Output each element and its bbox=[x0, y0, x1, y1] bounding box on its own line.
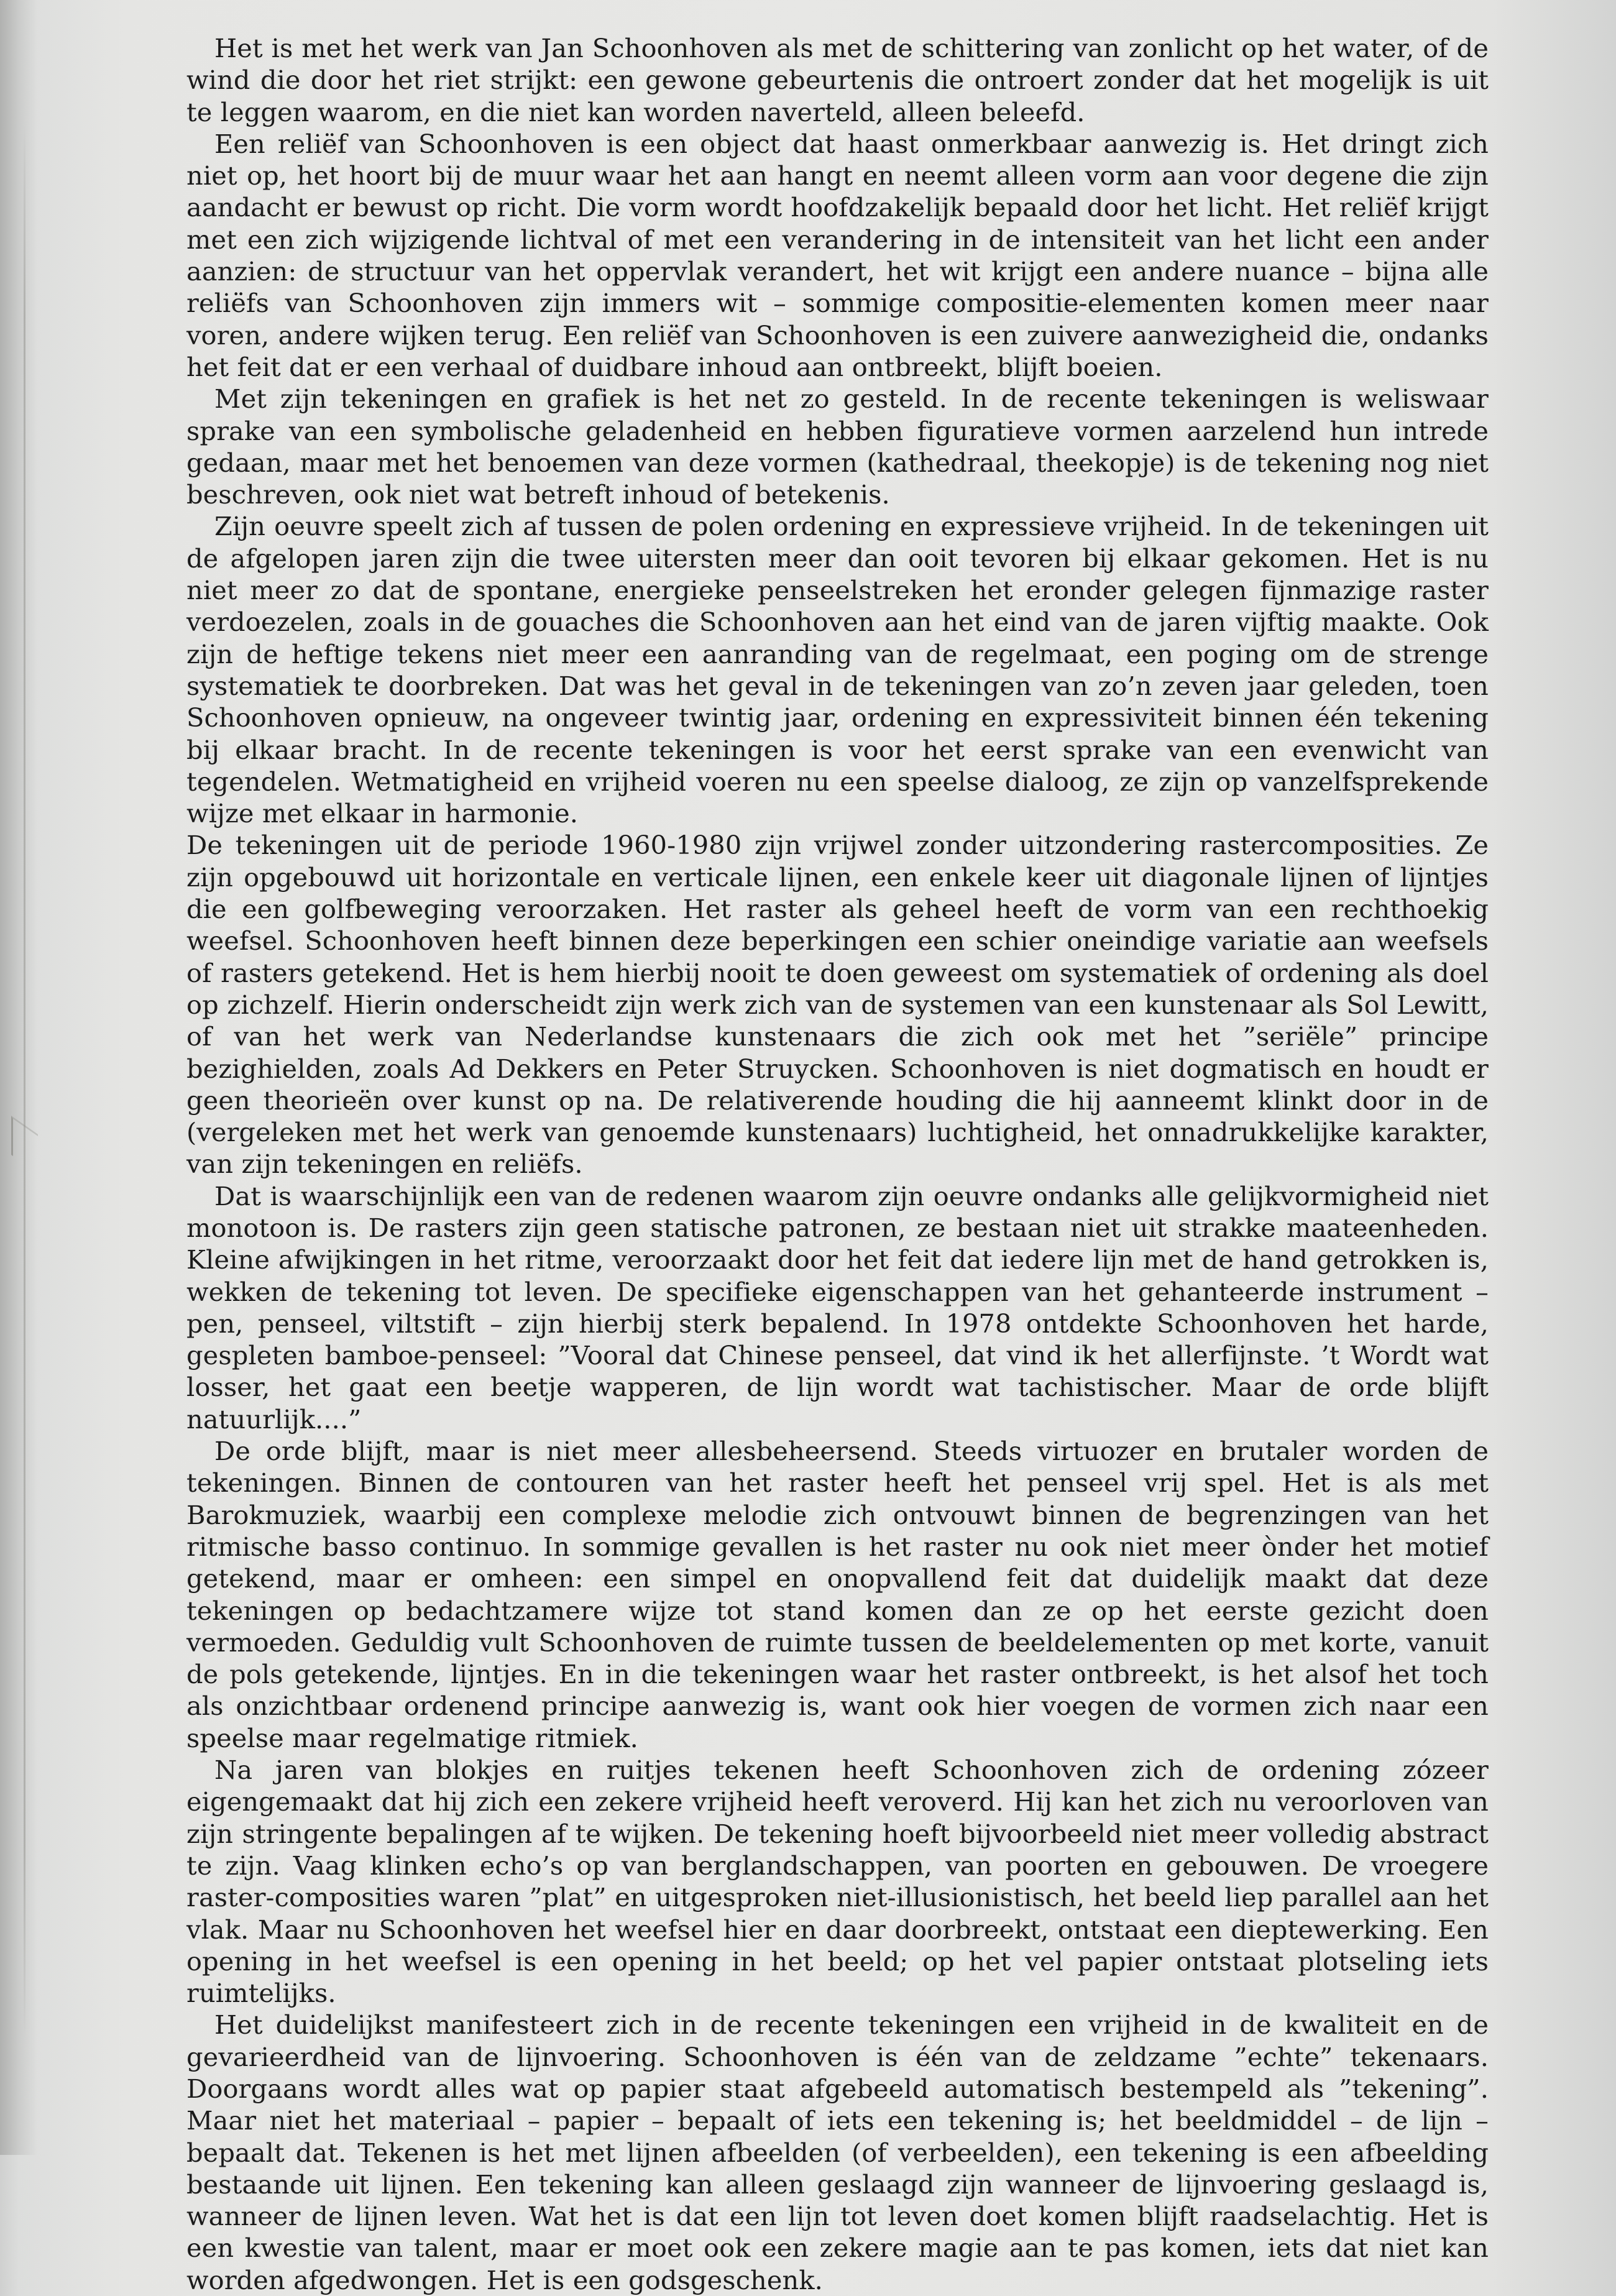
paragraph-7: De orde blijft, maar is niet meer allesbeheersend. Steeds virtuozer en brutaler worden de tekeningen. Binnen de contouren van het raster heeft het penseel vrij spel. Het is als met Barokmuziek, waarbij een complexe melodie zich ontvouwt binnen de begrenzingen van het ritmische basso continuo. In sommige gevallen is het raster nu ook niet meer ònder het motief getekend, maar er omheen: een simpel en onopvallend feit dat duidelijk maakt dat deze tekeningen op bedachtzamere wijze tot stand komen dan ze op het eerste gezicht doen vermoeden. Geduldig vult Schoonhoven de ruimte tussen de beeldelementen op met korte, vanuit de pols getekende, lijntjes. En in die tekeningen waar het raster ontbreekt, is het alsof het toch als onzichtbaar ordenend principe aanwezig is, want ook hier voegen de vormen zich naar een speelse maar regelmatige ritmiek. bbox=[186, 1436, 1489, 1753]
paragraph-1: Het is met het werk van Jan Schoonhoven als met de schittering van zonlicht op het water, of de wind die door het riet strijkt: een gewone gebeurtenis die ontroert zonder dat het mogelijk is uit te leggen waarom, en die niet kan worden naverteld, alleen beleefd. bbox=[186, 33, 1489, 127]
paragraph-5: De tekeningen uit de periode 1960-1980 zijn vrijwel zonder uitzondering rastercomposities. Ze zijn opgebouwd uit horizontale en verticale lijnen, een enkele keer uit diagonale lijnen of lijntjes die een golfbeweging veroorzaken. Het raster als geheel heeft de vorm van een rechthoekig weefsel. Schoonhoven heeft binnen deze beperkingen een schier oneindige variatie aan weefsels of rasters getekend. Het is hem hierbij nooit te doen geweest om systematiek of ordening als doel op zichzelf. Hierin onderscheidt zijn werk zich van de systemen van een kunstenaar als Sol Lewitt, of van het werk van Nederlandse kunstenaars die zich ook met het ”seriële” principe bezighielden, zoals Ad Dekkers en Peter Struycken. Schoonhoven is niet dogmatisch en houdt er geen theorieën over kunst op na. De relativerende houding die hij aanneemt klinkt door in de (vergeleken met het werk van genoemde kunstenaars) luchtigheid, het onnadrukkelijke karakter, van zijn tekeningen en reliëfs. bbox=[186, 830, 1489, 1180]
paragraph-6: Dat is waarschijnlijk een van de redenen waarom zijn oeuvre ondanks alle gelijkvormigheid niet monotoon is. De rasters zijn geen statische patronen, ze bestaan niet uit strakke maateenheden. Kleine afwijkingen in het ritme, veroorzaakt door het feit dat iedere lijn met de hand getrokken is, wekken de tekening tot leven. De specifieke eigenschappen van het gehanteerde instrument – pen, penseel, viltstift – zijn hierbij sterk bepalend. In 1978 ontdekte Schoonhoven het harde, gespleten bamboe-penseel: ”Vooral dat Chinese penseel, dat vind ik het allerfijnste. ’t Wordt wat losser, het gaat een beetje wapperen, de lijn wordt wat tachistischer. Maar de orde blijft natuurlijk....” bbox=[186, 1180, 1489, 1435]
paragraph-3: Met zijn tekeningen en grafiek is het net zo gesteld. In de recente tekeningen is weliswaar sprake van een symbolische geladenheid en hebben figuratieve vormen aarzelend hun intrede gedaan, maar met het benoemen van deze vormen (kathedraal, theekopje) is de tekening nog niet beschreven, ook niet wat betreft inhoud of betekenis. bbox=[186, 383, 1489, 510]
paragraph-9: Het duidelijkst manifesteert zich in de recente tekeningen een vrijheid in de kwaliteit en de gevarieerdheid van de lijnvoering. Schoonhoven is één van de zeldzame ”echte” tekenaars. Doorgaans wordt alles wat op papier staat afgebeeld automatisch bestempeld als ”tekening”. Maar niet het materiaal – papier – bepaalt of iets een tekening is; het beeldmiddel – de lijn – bepaalt dat. Tekenen is het met lijnen afbeelden (of verbeelden), een tekening is een afbeelding bestaande uit lijnen. Een tekening kan alleen geslaagd zijn wanneer de lijnvoering geslaagd is, wanneer de lijnen leven. Wat het is dat een lijn tot leven doet komen blijft raadselachtig. Het is een kwestie van talent, maar er moet ook een zekere magie aan te pas komen, iets dat niet kan worden afgedwongen. Het is een godsgeschenk. bbox=[186, 2009, 1489, 2295]
spine-shadow bbox=[0, 0, 37, 2155]
paragraph-2: Een reliëf van Schoonhoven is een object dat haast onmerkbaar aanwezig is. Het dringt zich niet op, het hoort bij de muur waar het aan hangt en neemt alleen vorm aan voor degene die zijn aandacht er bewust op richt. Die vorm wordt hoofdzakelijk bepaald door het licht. Het reliëf krijgt met een zich wijzigende lichtval of met een verandering in de intensiteit van het licht een ander aanzien: de structuur van het oppervlak verandert, het wit krijgt een andere nuance – bijna alle reliëfs van Schoonhoven zijn immers wit – sommige compositie-elementen komen meer naar voren, andere wijken terug. Een reliëf van Schoonhoven is een zuivere aanwezigheid die, ondanks het feit dat er een verhaal of duidbare inhoud aan ontbreekt, blijft boeien. bbox=[186, 128, 1489, 382]
body-text bbox=[186, 32, 1489, 2296]
paragraph-4: Zijn oeuvre speelt zich af tussen de polen ordening en expressieve vrijheid. In de tekeningen uit de afgelopen jaren zijn die twee uitersten meer dan ooit tevoren bij elkaar gekomen. Het is nu niet meer zo dat de spontane, energieke penseelstreken het eronder gelegen fijnmazige raster verdoezelen, zoals in de gouaches die Schoonhoven aan het eind van de jaren vijftig maakte. Ook zijn de heftige tekens niet meer een aanranding van de regelmaat, een poging om de strenge systematiek te doorbreken. Dat was het geval in de tekeningen van zo’n zeven jaar geleden, toen Schoonhoven opnieuw, na ongeveer twintig jaar, ordening en expressiviteit binnen één tekening bij elkaar bracht. In de recente tekeningen is voor het eerst sprake van een evenwicht van tegendelen. Wetmatigheid en vrijheid voeren nu een speelse dialoog, ze zijn op vanzelfsprekende wijze met elkaar in harmonie. bbox=[186, 511, 1489, 829]
paragraph-8: Na jaren van blokjes en ruitjes tekenen heeft Schoonhoven zich de ordening zózeer eigengemaakt dat hij zich een zekere vrijheid heeft veroverd. Hij kan het zich nu veroorloven van zijn stringente bepalingen af te wijken. De tekening hoeft bijvoorbeeld niet meer volledig abstract te zijn. Vaag klinken echo’s op van berglandschappen, van poorten en gebouwen. De vroegere raster-composities waren ”plat” en uitgesproken niet-illusionistisch, het beeld liep parallel aan het vlak. Maar nu Schoonhoven het weefsel hier en daar doorbreekt, ontstaat een dieptewerking. Een opening in het weefsel is een opening in het beeld; op het vel papier ontstaat plotseling iets ruimtelijks. bbox=[186, 1755, 1489, 2009]
page-fold-line bbox=[24, 124, 25, 2039]
